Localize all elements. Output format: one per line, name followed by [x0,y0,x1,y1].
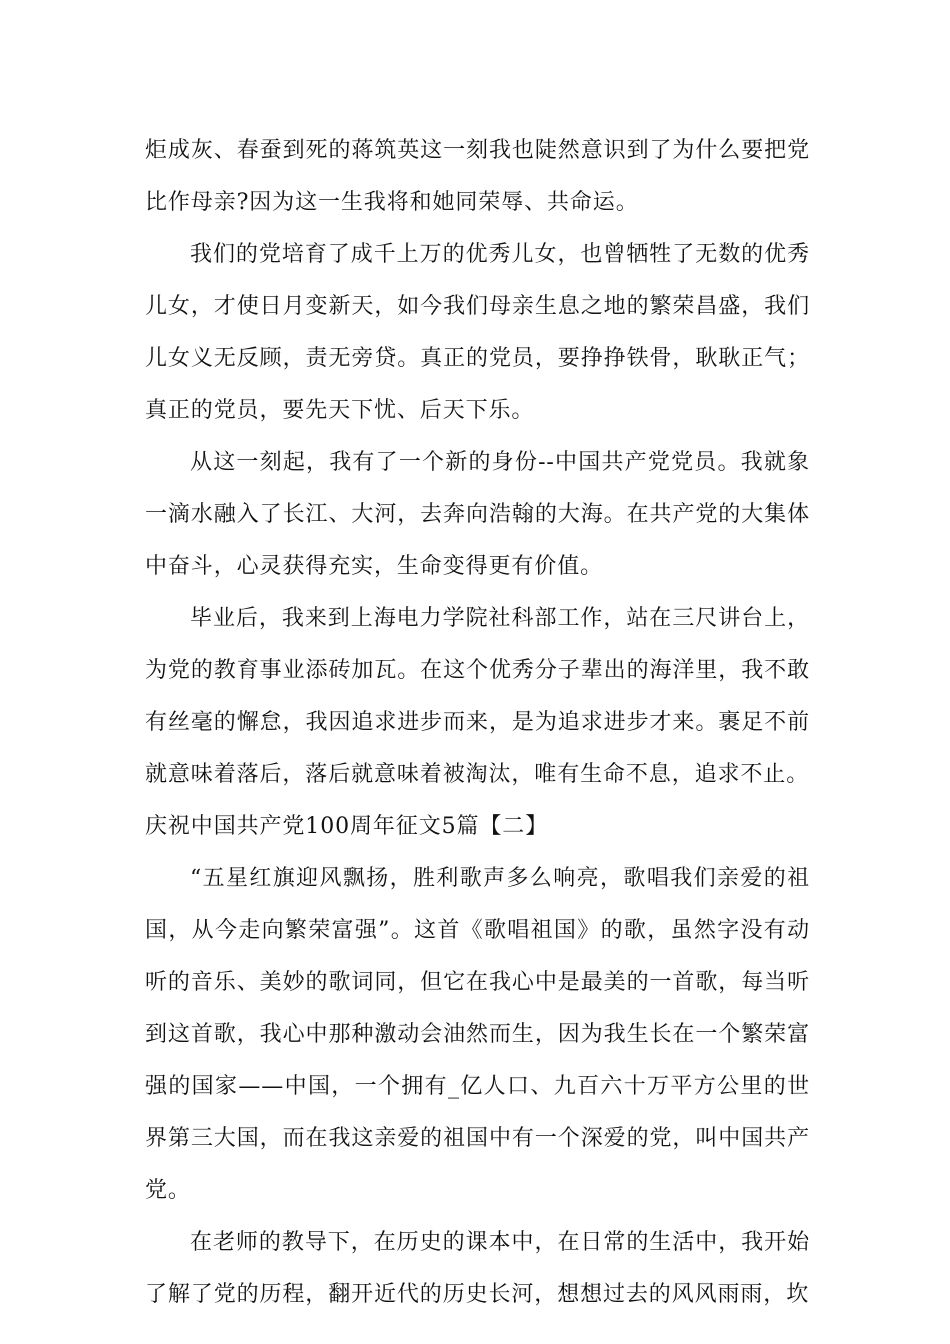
paragraph: 从这一刻起，我有了一个新的身份--中国共产党党员。我就象一滴水融入了长江、大河，去奔向浩翰的大海。在共产党的大集体中奋斗，心灵获得充实，生命变得更有价值。 [145,450,810,579]
paragraph: 在老师的教导下，在历史的课本中，在日常的生活中，我开始了解了党的历程，翻开近代的历史长河，想想过去的风风雨雨，坎 [145,1230,810,1307]
paragraph: 炬成灰、春蚕到死的蒋筑英这一刻我也陡然意识到了为什么要把党比作母亲?因为这一生我将和她同荣辱、共命运。 [145,138,810,215]
section-heading: 庆祝中国共产党100周年征文5篇【二】 [145,814,549,839]
paragraph: 毕业后，我来到上海电力学院社科部工作，站在三尺讲台上，为党的教育事业添砖加瓦。在这个优秀分子辈出的海洋里，我不敢有丝毫的懈怠，我因追求进步而来，是为追求进步才来。裹足不前就意味着落后，落后就意味着被淘汰，唯有生命不息，追求不止。 [145,606,810,787]
paragraph: 我们的党培育了成千上万的优秀儿女，也曾牺牲了无数的优秀儿女，才使日月变新天，如今我们母亲生息之地的繁荣昌盛，我们儿女义无反顾，责无旁贷。真正的党员，要挣挣铁骨，耿耿正气；真正的党员，要先天下忧、后天下乐。 [145,242,810,423]
paragraph: “五星红旗迎风飘扬，胜利歌声多么响亮，歌唱我们亲爱的祖国，从今走向繁荣富强”。这首《歌唱祖国》的歌，虽然字没有动听的音乐、美妙的歌词同，但它在我心中是最美的一首歌，每当听到这首歌，我心中那种激动会油然而生，因为我生长在一个繁荣富强的国家——中国，一个拥有_亿人口、九百六十万平方公里的世界第三大国，而在我这亲爱的祖国中有一个深爱的党，叫中国共产党。 [145,866,810,1203]
document-body [145,125,810,1321]
